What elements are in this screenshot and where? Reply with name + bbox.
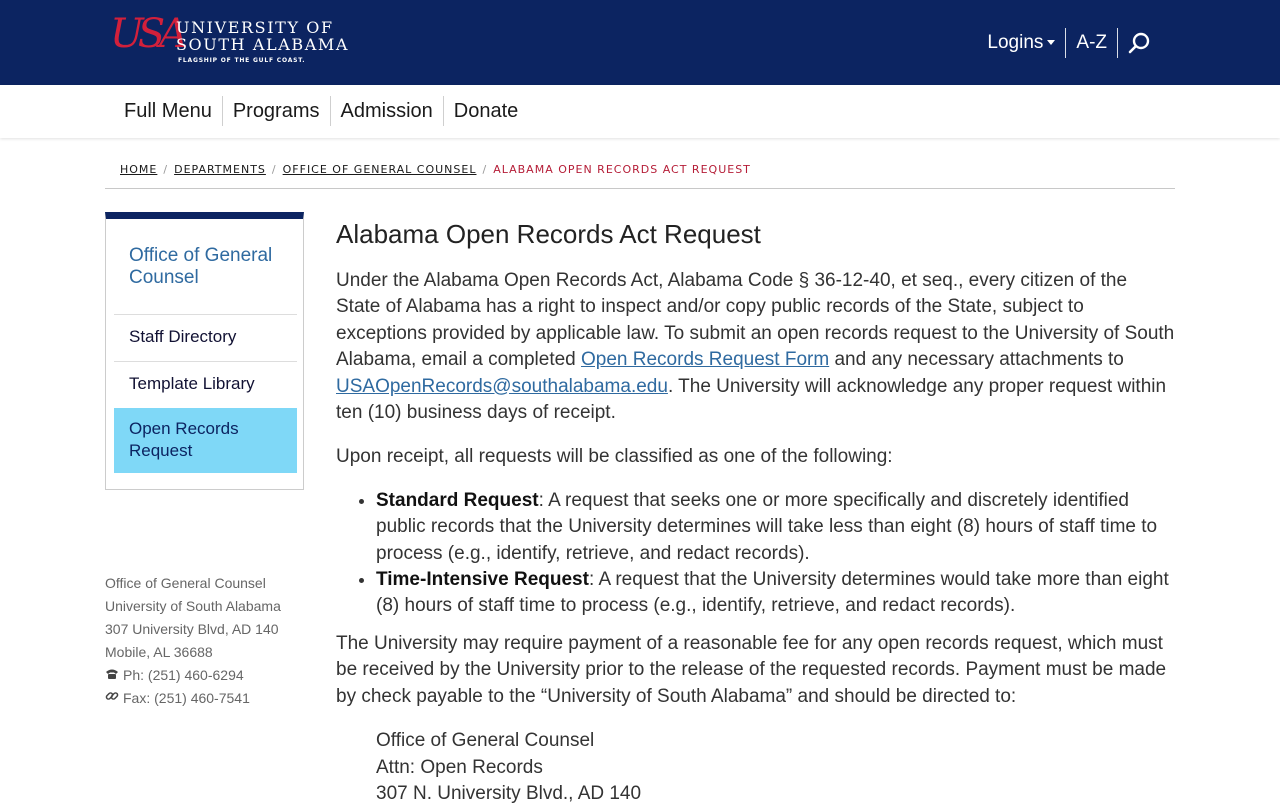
address-line: Office of General Counsel: [376, 730, 595, 752]
sidebar-item-template-library[interactable]: Template Library: [114, 361, 297, 408]
breadcrumb-general-counsel[interactable]: OFFICE OF GENERAL COUNSEL: [282, 163, 477, 176]
sidebar-title[interactable]: Office of General Counsel: [129, 245, 273, 288]
a-z-link[interactable]: A-Z: [1076, 32, 1107, 53]
main-nav: [0, 85, 1280, 138]
address-line: 307 N. University Blvd., AD 140: [376, 782, 642, 804]
intro-text: Under the Alabama Open Records Act, Alabama Code § 36-12-40, et seq., every citizen of the State of Alabama has a right to inspect and/or copy public records of the State, subject to exceptions provided by applicable law. To submit an open records request to the University of South Alabama, email a completed: [336, 270, 1175, 371]
logo-tagline: FLAGSHIP OF THE GULF COAST.: [178, 57, 306, 64]
contact-office: Office of General Counsel: [105, 575, 266, 591]
utility-nav: [977, 28, 1160, 58]
contact-university: University of South Alabama: [105, 598, 281, 614]
open-records-email-link[interactable]: USAOpenRecords@southalabama.edu: [336, 375, 668, 397]
contact-street: 307 University Blvd, AD 140: [105, 621, 279, 637]
contact-phone-text[interactable]: Ph: (251) 460-6294: [123, 667, 244, 683]
logo-text-line2: SOUTH ALABAMA: [176, 35, 350, 54]
phone-icon: [105, 664, 119, 687]
list-item-text: : A request that the University determines would take more than eight (8) hours of staff time to process (e.g., identify, retrieve, and redact records).: [376, 569, 1169, 617]
contact-phone: [105, 664, 315, 687]
logins-label: Logins: [987, 32, 1044, 53]
mailing-address: [336, 728, 1176, 807]
breadcrumb-separator: /: [271, 163, 277, 176]
payment-paragraph: The University may require payment of a reasonable fee for any open records request, which must be received by the University prior to the release of the requested records. Payment must be made by check payable to the “University of South Alabama” and should be directed to:: [336, 632, 1167, 707]
sidebar-item-staff-directory[interactable]: Staff Directory: [114, 314, 297, 361]
nav-programs[interactable]: Programs: [222, 96, 330, 126]
search-icon[interactable]: [1118, 28, 1160, 58]
address-line: Attn: Open Records: [376, 756, 543, 778]
university-logo[interactable]: [110, 12, 360, 70]
page-title: Alabama Open Records Act Request: [336, 219, 761, 249]
nav-donate[interactable]: Donate: [443, 96, 529, 126]
breadcrumb-current: ALABAMA OPEN RECORDS ACT REQUEST: [493, 163, 751, 176]
link-icon: [105, 687, 119, 710]
intro-text: . The University will acknowledge any proper request within ten (10) business days of receipt.: [336, 375, 1167, 424]
intro-paragraph: [336, 268, 1176, 426]
request-types-list: [336, 488, 1176, 620]
contact-fax-text: Fax: (251) 460-7541: [123, 690, 250, 706]
list-item: [376, 567, 1176, 620]
breadcrumb: [105, 160, 1175, 189]
divider: [1117, 28, 1118, 58]
open-records-form-link[interactable]: Open Records Request Form: [581, 349, 830, 371]
divider: [1065, 28, 1066, 58]
breadcrumb-separator: /: [482, 163, 488, 176]
caret-down-icon: [1047, 40, 1055, 45]
list-item-term: Time-Intensive Request: [376, 569, 589, 591]
contact-city: Mobile, AL 36688: [105, 644, 213, 660]
list-item: [376, 488, 1176, 567]
list-item-text: : A request that seeks one or more specifically and discretely identified public records that the University determines will take less than eight (8) hours of staff time to process (e.g., identify, retrieve, and redact records).: [376, 489, 1158, 564]
sidebar-item-open-records-request[interactable]: Open Records Request: [114, 408, 297, 473]
main-content: [336, 214, 1176, 807]
usa-logo-mark: USA: [110, 11, 182, 57]
nav-full-menu[interactable]: Full Menu: [124, 100, 212, 122]
list-item-term: Standard Request: [376, 489, 539, 511]
breadcrumb-separator: /: [163, 163, 169, 176]
breadcrumb-home[interactable]: HOME: [120, 163, 158, 176]
breadcrumb-departments[interactable]: DEPARTMENTS: [174, 163, 266, 176]
intro-text: and any necessary attachments to: [829, 349, 1124, 371]
logo-text-line1: UNIVERSITY OF: [176, 18, 334, 37]
classification-paragraph: Upon receipt, all requests will be classified as one of the following:: [336, 446, 893, 468]
site-header: [0, 0, 1280, 85]
nav-admission[interactable]: Admission: [330, 96, 443, 126]
logins-dropdown[interactable]: [977, 28, 1065, 58]
contact-fax: [105, 687, 315, 710]
contact-info: [105, 572, 315, 710]
section-sidebar: [105, 212, 304, 490]
